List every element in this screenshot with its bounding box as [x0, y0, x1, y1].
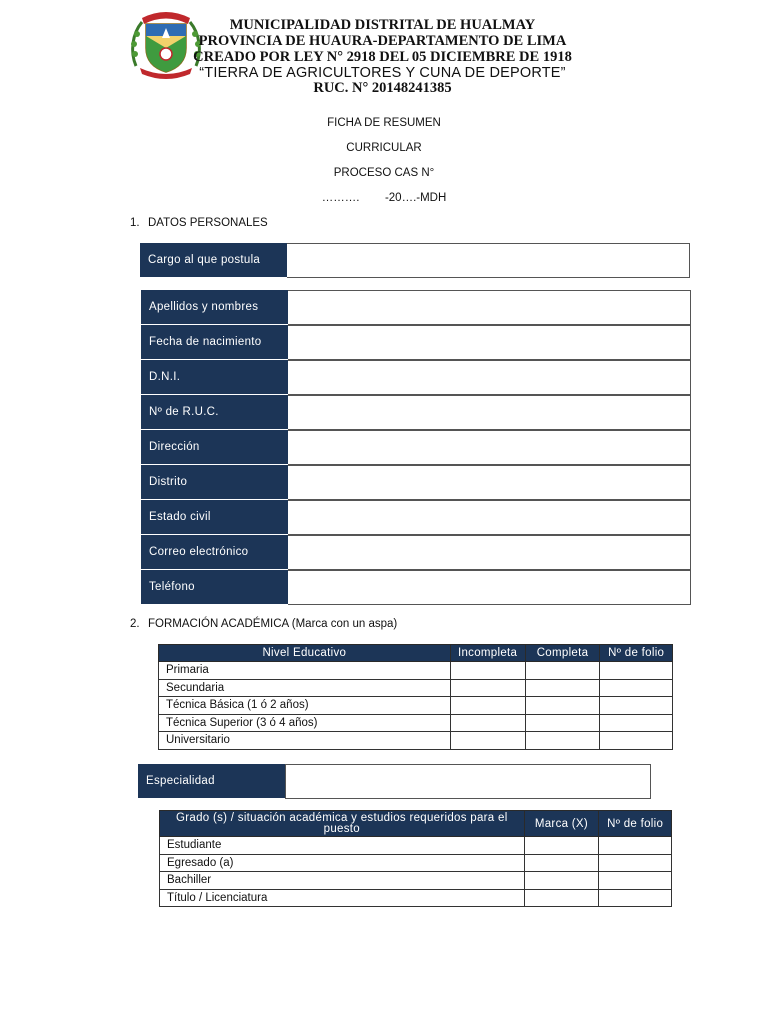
- mark-cell[interactable]: [600, 697, 673, 715]
- row-label: Egresado (a): [160, 854, 525, 872]
- mark-cell[interactable]: [600, 714, 673, 732]
- col-folio: Nº de folio: [600, 645, 673, 662]
- personal-field-row: [141, 500, 691, 535]
- mark-cell[interactable]: [600, 662, 673, 680]
- row-label: Primaria: [159, 662, 451, 680]
- personal-field-row: [141, 570, 691, 605]
- mark-cell[interactable]: [524, 889, 599, 907]
- table-row: [159, 714, 673, 732]
- row-label: Técnica Básica (1 ó 2 años): [159, 697, 451, 715]
- form-process: PROCESO CAS N°: [333, 167, 435, 179]
- col-incompleta: Incompleta: [450, 645, 525, 662]
- table-row: [159, 697, 673, 715]
- section1-number: 1.: [130, 217, 140, 229]
- personal-field-label: Correo electrónico: [141, 535, 288, 570]
- personal-field-row: [141, 325, 691, 360]
- personal-field-label: D.N.I.: [141, 360, 288, 395]
- section2-title: FORMACIÓN ACADÉMICA (Marca con un aspa): [148, 618, 398, 630]
- personal-field-input[interactable]: [288, 465, 691, 500]
- section2-number: 2.: [130, 618, 140, 630]
- row-label: Técnica Superior (3 ó 4 años): [159, 714, 451, 732]
- mark-cell[interactable]: [450, 679, 525, 697]
- header-ruc: RUC. N° 20148241385: [313, 80, 452, 96]
- personal-field-row: [141, 360, 691, 395]
- especialidad-input[interactable]: [285, 764, 651, 799]
- cargo-label: Cargo al que postula: [140, 243, 287, 278]
- mark-cell[interactable]: [525, 732, 600, 750]
- personal-field-label: Nº de R.U.C.: [141, 395, 288, 430]
- mark-cell[interactable]: [450, 697, 525, 715]
- mark-cell[interactable]: [450, 662, 525, 680]
- personal-field-row: [141, 395, 691, 430]
- mark-cell[interactable]: [450, 732, 525, 750]
- header-province: PROVINCIA DE HUAURA-DEPARTAMENTO DE LIMA: [198, 33, 567, 49]
- form-number: ………. -20….-MDH: [321, 192, 447, 204]
- col-marca: Marca (X): [524, 811, 599, 837]
- personal-field-input[interactable]: [288, 360, 691, 395]
- personal-field-input[interactable]: [288, 430, 691, 465]
- row-label: Título / Licenciatura: [160, 889, 525, 907]
- row-label: Secundaria: [159, 679, 451, 697]
- row-label: Universitario: [159, 732, 451, 750]
- form-subtitle: CURRICULAR: [346, 142, 422, 154]
- mark-cell[interactable]: [525, 714, 600, 732]
- section1-title: DATOS PERSONALES: [148, 217, 268, 229]
- personal-field-input[interactable]: [288, 500, 691, 535]
- mark-cell[interactable]: [524, 872, 599, 890]
- mark-cell[interactable]: [525, 697, 600, 715]
- mark-cell[interactable]: [600, 679, 673, 697]
- personal-field-label: Fecha de nacimiento: [141, 325, 288, 360]
- row-label: Bachiller: [160, 872, 525, 890]
- col-completa: Completa: [525, 645, 600, 662]
- academic-grade-table: [159, 810, 672, 907]
- personal-field-row: [141, 535, 691, 570]
- personal-field-input[interactable]: [288, 395, 691, 430]
- mark-cell[interactable]: [599, 889, 672, 907]
- row-label: Estudiante: [160, 837, 525, 855]
- form-title: FICHA DE RESUMEN: [327, 117, 441, 129]
- table-row: [160, 889, 672, 907]
- col-nivel-educativo: Nivel Educativo: [159, 645, 451, 662]
- mark-cell[interactable]: [450, 714, 525, 732]
- personal-field-row: [141, 430, 691, 465]
- col-folio-2: Nº de folio: [599, 811, 672, 837]
- personal-field-label: Estado civil: [141, 500, 288, 535]
- mark-cell[interactable]: [599, 837, 672, 855]
- personal-field-input[interactable]: [288, 325, 691, 360]
- table-row: [159, 662, 673, 680]
- table-row: [159, 679, 673, 697]
- personal-field-label: Teléfono: [141, 570, 288, 605]
- table-row: [159, 732, 673, 750]
- cargo-row: [140, 243, 690, 278]
- personal-field-label: Distrito: [141, 465, 288, 500]
- table-row: [160, 854, 672, 872]
- especialidad-label: Especialidad: [138, 764, 285, 799]
- mark-cell[interactable]: [525, 662, 600, 680]
- personal-field-label: Apellidos y nombres: [141, 290, 288, 325]
- mark-cell[interactable]: [525, 679, 600, 697]
- header-law: CREADO POR LEY N° 2918 DEL 05 DICIEMBRE DE 1918: [193, 49, 572, 65]
- mark-cell[interactable]: [524, 837, 599, 855]
- personal-field-row: [141, 465, 691, 500]
- education-level-table: [158, 644, 673, 750]
- mark-cell[interactable]: [599, 872, 672, 890]
- header-municipality: MUNICIPALIDAD DISTRITAL DE HUALMAY: [229, 17, 536, 33]
- personal-field-label: Dirección: [141, 430, 288, 465]
- mark-cell[interactable]: [524, 854, 599, 872]
- header-motto: “TIERRA DE AGRICULTORES Y CUNA DE DEPORTE”: [199, 65, 566, 81]
- table-row: [160, 872, 672, 890]
- personal-field-row: [141, 290, 691, 325]
- table-row: [160, 837, 672, 855]
- personal-field-input[interactable]: [288, 570, 691, 605]
- col-grado: Grado (s) / situación académica y estudios requeridos para el puesto: [160, 811, 525, 837]
- mark-cell[interactable]: [600, 732, 673, 750]
- cargo-input[interactable]: [287, 243, 690, 278]
- especialidad-row: [138, 764, 651, 799]
- mark-cell[interactable]: [599, 854, 672, 872]
- personal-field-input[interactable]: [288, 290, 691, 325]
- personal-field-input[interactable]: [288, 535, 691, 570]
